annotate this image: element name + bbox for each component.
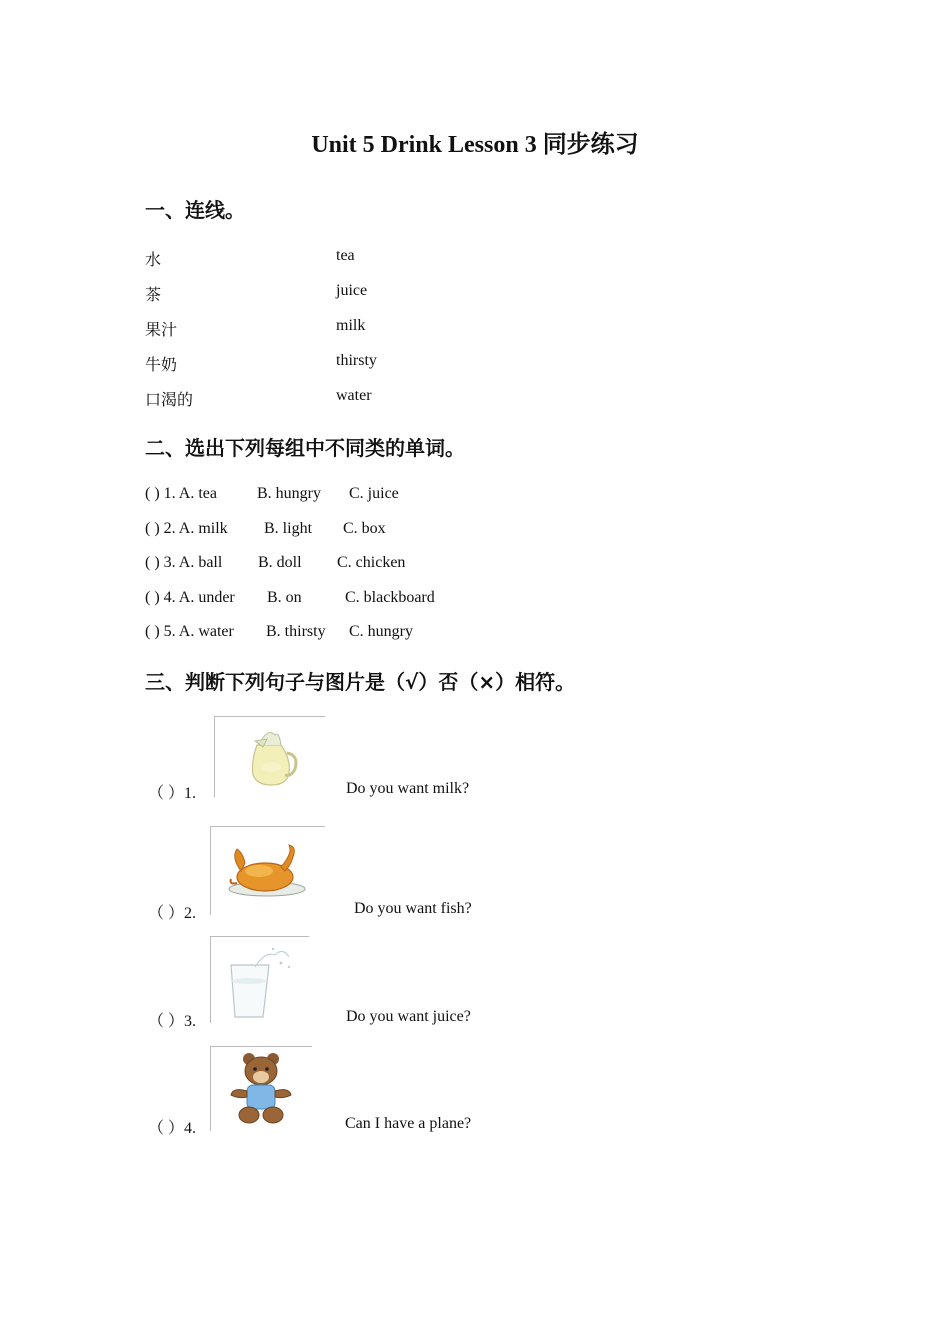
match-right-item: milk xyxy=(336,317,366,334)
match-left-item: 水 xyxy=(145,252,162,269)
judge-sentence: Can I have a plane? xyxy=(345,1115,472,1132)
question-number: ( ) 2. A. milk xyxy=(145,520,228,537)
match-right-item: juice xyxy=(336,282,368,299)
judge-number: （ ）2. xyxy=(148,905,197,922)
match-right-item: thirsty xyxy=(336,352,377,369)
option-b: B. doll xyxy=(258,554,302,571)
question-number: ( ) 1. A. tea xyxy=(145,485,217,502)
option-b: B. hungry xyxy=(257,485,321,502)
section-1-heading: 一、连线。 xyxy=(145,198,245,222)
roast-chicken-icon xyxy=(210,826,325,915)
section-3-heading: 三、判断下列句子与图片是（√）否（×）相符。 xyxy=(145,670,576,694)
option-b: B. on xyxy=(267,589,302,606)
match-left-item: 牛奶 xyxy=(145,357,178,374)
option-b: B. light xyxy=(264,520,313,537)
question-number: ( ) 5. A. water xyxy=(145,623,234,640)
option-c: C. hungry xyxy=(349,623,413,640)
question-number: ( ) 4. A. under xyxy=(145,589,235,606)
match-left-item: 果汁 xyxy=(145,322,178,339)
judge-number: （ ）4. xyxy=(148,1120,197,1137)
question-number: ( ) 3. A. ball xyxy=(145,554,223,571)
teddy-bear-icon xyxy=(210,1046,312,1131)
water-glass-icon xyxy=(210,936,309,1023)
judge-number: （ ）1. xyxy=(148,785,197,802)
option-c: C. blackboard xyxy=(345,589,435,606)
match-left-item: 茶 xyxy=(145,287,162,304)
option-c: C. chicken xyxy=(337,554,406,571)
judge-sentence: Do you want juice? xyxy=(346,1008,471,1025)
match-left-item: 口渴的 xyxy=(145,392,194,409)
page-title: Unit 5 Drink Lesson 3 同步练习 xyxy=(311,132,639,158)
judge-sentence: Do you want fish? xyxy=(354,900,472,917)
jug-icon xyxy=(214,716,325,797)
option-c: C. juice xyxy=(349,485,399,502)
match-right-item: tea xyxy=(336,247,355,264)
option-b: B. thirsty xyxy=(266,623,326,640)
judge-number: （ ）3. xyxy=(148,1013,197,1030)
option-c: C. box xyxy=(343,520,386,537)
judge-sentence: Do you want milk? xyxy=(346,780,470,797)
match-right-item: water xyxy=(336,387,372,404)
section-2-heading: 二、选出下列每组中不同类的单词。 xyxy=(145,436,465,460)
